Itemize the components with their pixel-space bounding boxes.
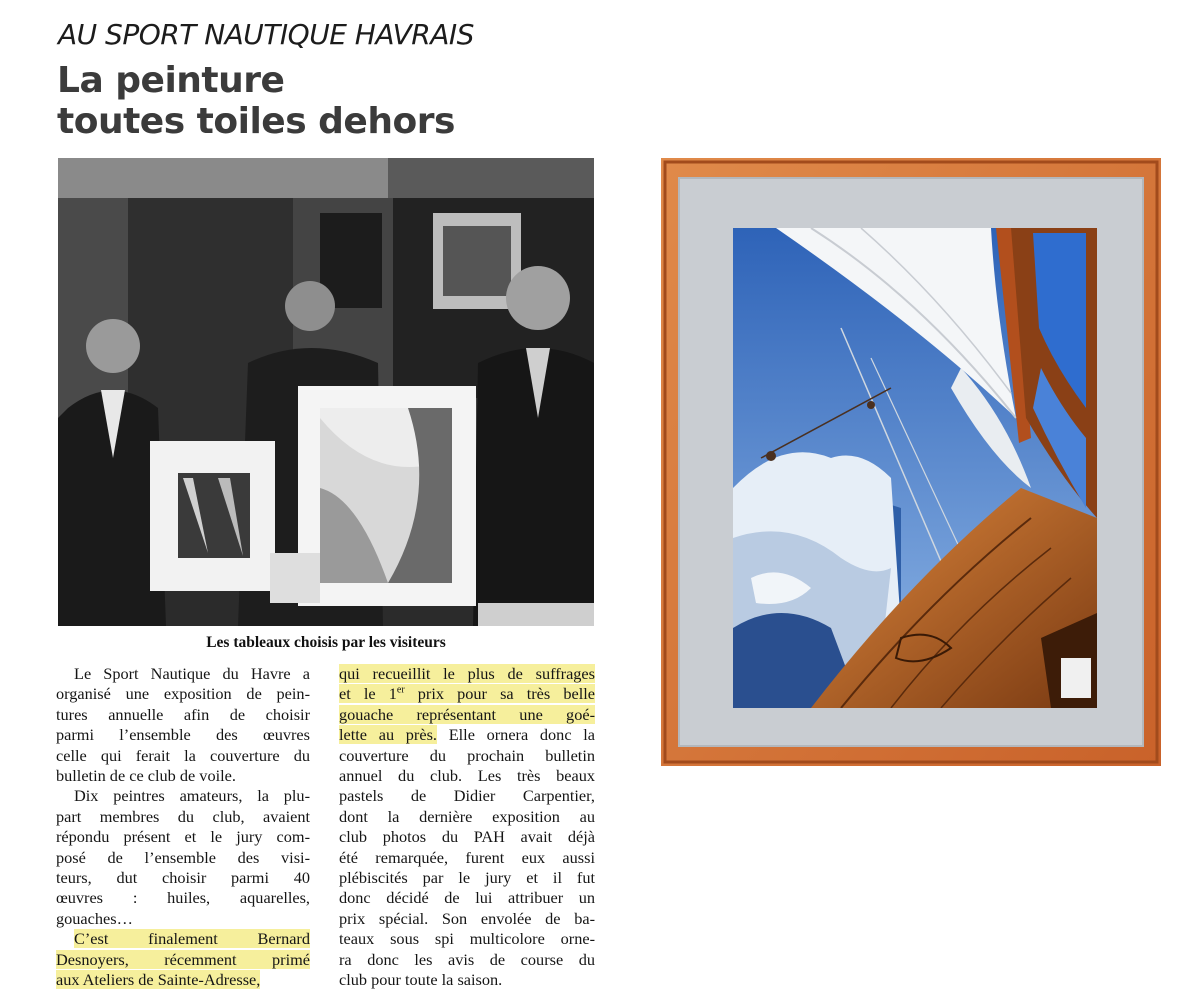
ordinal-suffix: er — [396, 684, 405, 696]
text-line — [339, 725, 595, 745]
headline-line: toutes toiles dehors — [57, 101, 455, 142]
text-line: répondu présent et le jury com- — [56, 827, 310, 847]
text-line: donc décidé de lui attribuer un — [339, 888, 595, 908]
article-column-1 — [56, 664, 310, 991]
text-line: tures annuelle afin de choisir — [56, 704, 310, 724]
highlighted-text: aux Ateliers de Sainte-Adresse, — [56, 970, 261, 990]
text-line — [339, 705, 595, 725]
article-photo — [58, 158, 594, 626]
text-line: dont la dernière exposition au — [339, 806, 595, 826]
article-kicker: AU SPORT NAUTIQUE HAVRAIS — [58, 18, 474, 51]
text-line — [56, 929, 310, 949]
photo-illustration — [58, 158, 594, 626]
text-line: posé de l’ensemble des visi- — [56, 847, 310, 867]
text-line: pastels de Didier Carpentier, — [339, 786, 595, 806]
highlighted-text: qui recueillit le plus de suffrages — [339, 664, 595, 683]
text-fragment: prix pour sa très belle — [404, 684, 596, 704]
text-line: Le Sport Nautique du Havre a — [74, 664, 310, 683]
text-line: teaux sous spi multicolore orne- — [339, 929, 595, 949]
text-line — [56, 970, 310, 990]
text-line: œuvres : huiles, aquarelles, — [56, 888, 310, 908]
article-column-2 — [339, 664, 595, 991]
framed-painting — [661, 158, 1161, 766]
text-line: plébiscités par le jury et il fut — [339, 868, 595, 888]
text-line: part membres du club, avaient — [56, 806, 310, 826]
highlighted-text — [339, 684, 595, 703]
newspaper-clipping — [52, 14, 600, 999]
highlighted-text: Desnoyers, récemment primé — [56, 949, 310, 969]
text-line: annuel du club. Les très beaux — [339, 766, 595, 786]
highlighted-text: C’est finalement Bernard — [74, 929, 310, 949]
highlighted-text: lette au près. — [339, 725, 437, 745]
text-line: prix spécial. Son envolée de ba- — [339, 908, 595, 928]
text-line — [339, 664, 595, 684]
text-line: ra donc les avis de course du — [339, 949, 595, 969]
text-line: bulletin de ce club de voile. — [56, 766, 236, 786]
text-line: club pour toute la saison. — [339, 970, 503, 990]
text-fragment: et le 1 — [339, 684, 397, 704]
text-line — [339, 684, 595, 704]
headline-line: La peinture — [57, 60, 285, 101]
text-line: celle qui ferait la couverture du — [56, 745, 310, 765]
text-line — [56, 950, 310, 970]
text-fragment: Elle ornera donc la — [437, 725, 595, 745]
photo-caption: Les tableaux choisis par les visiteurs — [206, 634, 446, 651]
highlighted-text: gouache représentant une goé- — [339, 704, 595, 724]
text-line: teurs, dut choisir parmi 40 — [56, 868, 310, 888]
article-headline — [57, 60, 597, 142]
text-line: été remarquée, furent eux aussi — [339, 847, 595, 867]
text-line: Dix peintres amateurs, la plu- — [74, 786, 310, 806]
sailing-yacht-painting — [661, 158, 1161, 766]
text-line: organisé une exposition de pein- — [56, 684, 310, 704]
text-line: gouaches… — [56, 908, 133, 928]
text-line: club photos du PAH avait déjà — [339, 827, 595, 847]
text-line: parmi l’ensemble des œuvres — [56, 725, 310, 745]
text-line: couverture du prochain bulletin — [339, 745, 595, 765]
